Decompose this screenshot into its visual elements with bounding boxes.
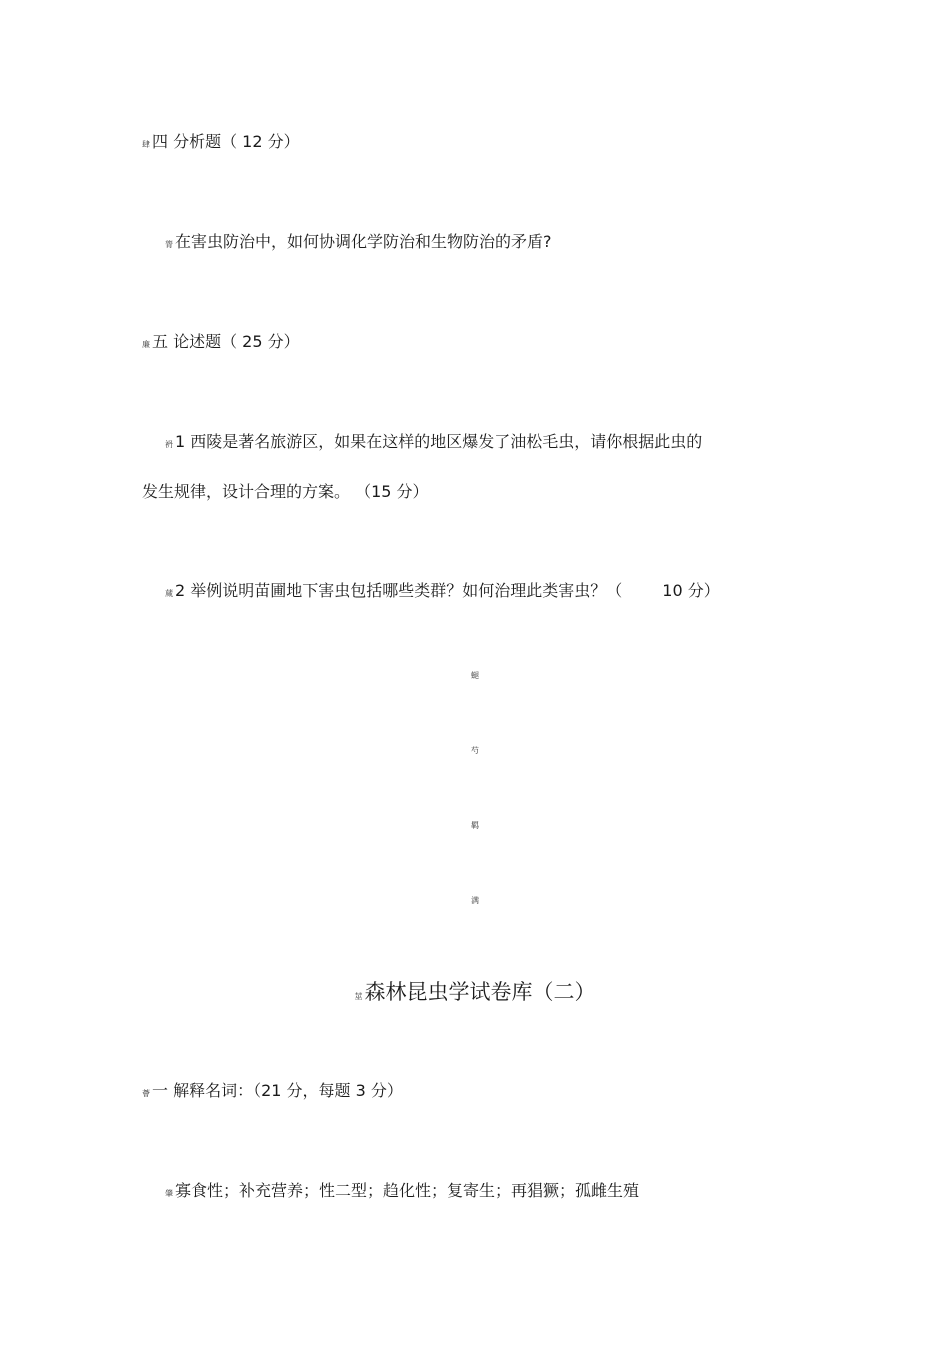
section-1-mark: 薈: [142, 1089, 150, 1098]
section-1-heading: [142, 1081, 403, 1104]
section-4-question-text: 在害虫防治中，如何协调化学防治和生物防治的矛盾?: [175, 232, 552, 251]
exam-title-text: 森林昆虫学试卷库（二）: [364, 980, 596, 1004]
section-5-question-1-line-1: [165, 432, 702, 455]
section-1-heading-text: 一 解释名词：（21 分，每题 3 分）: [152, 1081, 403, 1100]
section-5-mark: 廉: [142, 340, 150, 349]
section-4-question: [165, 232, 552, 255]
center-mark-1: 螁: [471, 671, 479, 680]
exam-title: [0, 978, 950, 1011]
section-5-question-2: [165, 581, 720, 604]
section-5-question-2-mark: 蒇: [165, 589, 173, 598]
section-4-heading: [142, 132, 300, 155]
section-4-heading-text: 四 分析题（ 12 分）: [152, 132, 300, 151]
exam-title-mark: 莁: [354, 992, 363, 1001]
center-mark-3: 羁: [471, 821, 479, 830]
section-4-question-mark: 膂: [165, 240, 173, 249]
section-5-question-1-mark: 袇: [165, 440, 173, 449]
section-5-heading: [142, 332, 300, 355]
section-5-heading-text: 五 论述题（ 25 分）: [152, 332, 300, 351]
section-5-question-1-line-2: [142, 482, 429, 502]
section-1-terms-text: 寡食性；补充营养；性二型；趋化性；复寄生；再猖獗；孤雌生殖: [175, 1181, 640, 1200]
section-5-question-2-score: 10 分）: [662, 581, 720, 600]
center-mark-2: 芍: [471, 746, 479, 755]
section-5-question-1-continuation: 发生规律，设计合理的方案。 （15 分）: [142, 482, 429, 501]
section-5-question-2-text: 2 举例说明苗圃地下害虫包括哪些类群？如何治理此类害虫？（: [175, 581, 623, 600]
section-4-mark: 肆: [142, 140, 150, 149]
section-1-terms-mark: 肇: [165, 1189, 173, 1198]
center-mark-4: 满: [471, 896, 479, 905]
section-1-terms: [165, 1181, 639, 1204]
section-5-question-1-text: 1 西陵是著名旅游区，如果在这样的地区爆发了油松毛虫，请你根据此虫的: [175, 432, 703, 451]
